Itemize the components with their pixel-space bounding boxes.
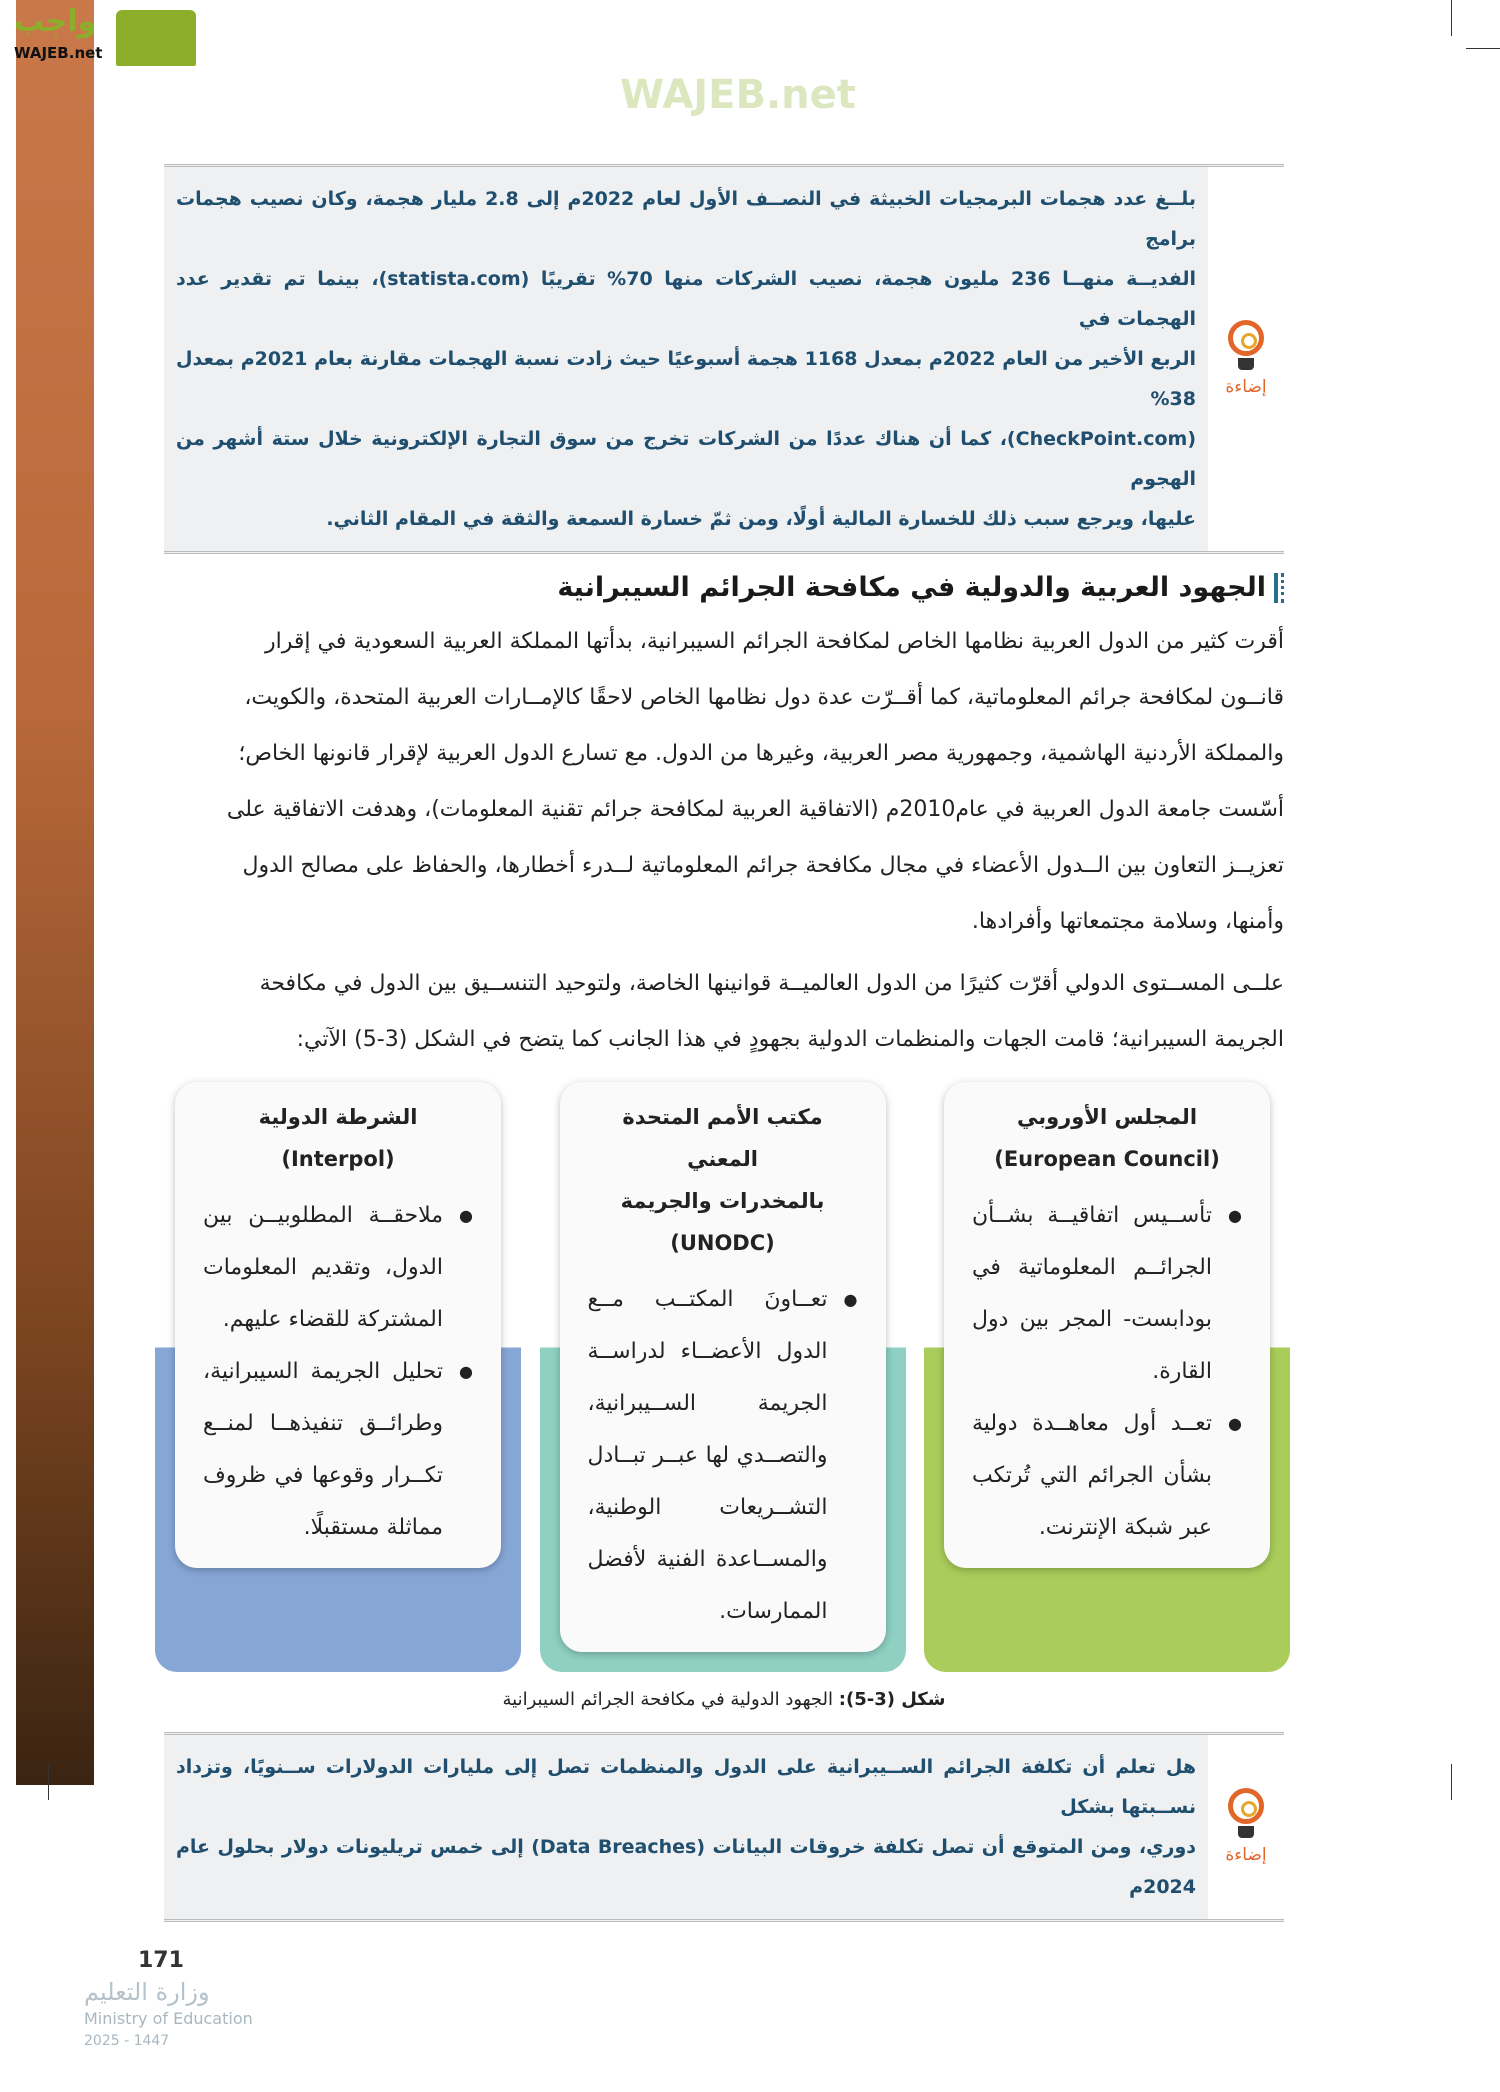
page-side-band [14,0,97,1785]
card-bullet: ● تعــد أول معاهــدة دولية بشأن الجرائم التي تُرتكب عبر شبكة الإنترنت. [972,1398,1242,1554]
text-line: تعزيــز التعاون بين الــدول الأعضاء في مجال مكافحة جرائم المعلوماتية لــدرء أخطارها، والحفاظ على مصالح الدول [242,853,1284,878]
crop-mark [1451,0,1452,36]
card-title: المجلس الأوروبي [1016,1105,1198,1129]
wajeb-logo[interactable] [10,4,190,66]
caption-text: الجهود الدولية في مكافحة الجرائم السيبرانية [502,1689,839,1710]
card-title: الشرطة الدولية [258,1105,418,1129]
ministry-footer [84,1946,304,2092]
info-line: بلــغ عدد هجمات البرمجيات الخبيثة في النصــف الأول لعام 2022م إلى 2.8 مليار هجمة، وكان نصيب هجمات برامج [176,188,1196,250]
crop-mark [1466,48,1500,49]
info-box-text [164,167,1208,551]
info-label: إضاءة [1225,377,1267,397]
info-line: عليها، ويرجع سبب ذلك للخسارة المالية أولًا، ومن ثمّ خسارة السمعة والثقة في المقام الثاني. [326,508,1196,530]
heading-marker [1274,573,1284,603]
card-title: مكتب الأمم المتحدة المعني [622,1105,823,1171]
text-line: علــى المســتوى الدولي أقرّت كثيرًا من الدول العالميــة قوانينها الخاصة، ولتوحيد التنســيق بين الدول في مكافحة [259,971,1284,996]
logo-english: WAJEB.net [14,44,103,62]
crop-mark [1451,1764,1452,1800]
card-bullet: ● تعــاونَ المكتــب مــع الدول الأعضــاء لدراســة الجريمة الســيبرانية، والتصــدي لها عبــر تبــادل التشــريعات الوطنية، والمســاعدة الفنية لأفضل الممارسات. [588,1274,858,1638]
card-subtitle: بالمخدرات والجريمة (UNODC) [620,1189,825,1255]
ministry-year: 2025 - 1447 [84,2033,170,2049]
ministry-arabic: وزارة التعليم [84,1978,210,2006]
text-line: أقرت كثير من الدول العربية نظامها الخاص لمكافحة الجرائم السيبرانية، بدأتها المملكة العربية السعودية في إقرار [264,629,1284,654]
crop-mark [48,1764,49,1800]
card-subtitle: (Interpol) [281,1147,395,1171]
logo-arabic: واجب [14,4,97,39]
caption-label: شكل (3-5): [838,1689,946,1710]
text-line: والمملكة الأردنية الهاشمية، وجمهورية مصر العربية، وغيرها من الدول. مع تسارع الدول العربية لإقرار قانونها الخاص؛ [238,741,1284,766]
text-line: أسّست جامعة الدول العربية في عام2010م (الاتفاقية العربية لمكافحة جرائم تقنية المعلومات)، وهدفت الاتفاقية على [226,797,1284,822]
card-bullet: ● تحليل الجريمة السيبرانية، وطرائــق تنفيذهــا لمنــع تكــرار وقوعها في ظروف مماثلة مستقبلًا. [203,1346,473,1554]
info-line: الربع الأخير من العام 2022م بمعدل 1168 هجمة أسبوعيًا حيث زادت نسبة الهجمات مقارنة بعام 2021م بمعدل 38% [176,348,1196,410]
lightbulb-icon [1228,320,1264,370]
info-box-bottom [164,1732,1284,1922]
info-box-text [164,1735,1208,1919]
watermark: WAJEB.net [620,72,856,118]
ministry-english: Ministry of Education [84,2009,253,2028]
figure-cards [155,1082,1290,1672]
page-number: 171 [138,1948,184,1973]
info-line: الفديــة منهــا 236 مليون هجمة، نصيب الشركات منها 70% تقريبًا (statista.com)، بينما تم تقدير عدد الهجمات في [176,268,1197,330]
paragraph-1 [164,614,1284,950]
info-side [1208,1735,1284,1919]
info-line: دوري، ومن المتوقع أن تصل تكلفة خروقات البيانات (Data Breaches) إلى خمس تريليونات دولار بحلول عام 2024م [176,1836,1197,1898]
text-line: الجريمة السيبرانية؛ قامت الجهات والمنظمات الدولية بجهودٍ في هذا الجانب كما يتضح في الشكل (3-5) الآتي: [296,1027,1284,1052]
card-bullet: ● ملاحقــة المطلوبيــن بين الدول، وتقديم المعلومات المشتركة للقضاء عليهم. [203,1190,473,1346]
info-label: إضاءة [1225,1845,1267,1865]
card-european-council [924,1082,1290,1672]
paragraph-2 [164,956,1284,1068]
page-content [164,0,1284,1922]
card-bullet: ● تأســيس اتفاقيــة بشــأن الجرائــم المعلوماتية في بودابست- المجر بين دول القارة. [972,1190,1242,1398]
info-line: هل تعلم أن تكلفة الجرائم الســيبرانية على الدول والمنظمات تصل إلى مليارات الدولارات ســنويًا، وتزداد نســبتها بشكل [176,1756,1196,1818]
card-subtitle: (European Council) [994,1147,1220,1171]
text-line: وأمنها، وسلامة مجتمعاتها وأفرادها. [971,909,1284,934]
card-unodc [540,1082,906,1672]
figure-caption [164,1686,1284,1714]
info-box-top [164,164,1284,554]
section-title: الجهود العربية والدولية في مكافحة الجرائم السيبرانية [557,572,1266,603]
info-line: (CheckPoint.com)، كما أن هناك عددًا من الشركات تخرج من سوق التجارة الإلكترونية خلال ستة أشهر من الهجوم [176,428,1196,490]
info-side [1208,167,1284,551]
card-interpol [155,1082,521,1672]
lightbulb-icon [1228,1788,1264,1838]
section-heading [164,568,1284,608]
text-line: قانــون لمكافحة جرائم المعلوماتية، كما أقــرّت عدة دول نظامها الخاص لاحقًا كالإمــارات العربية المتحدة، والكويت، [244,685,1284,710]
